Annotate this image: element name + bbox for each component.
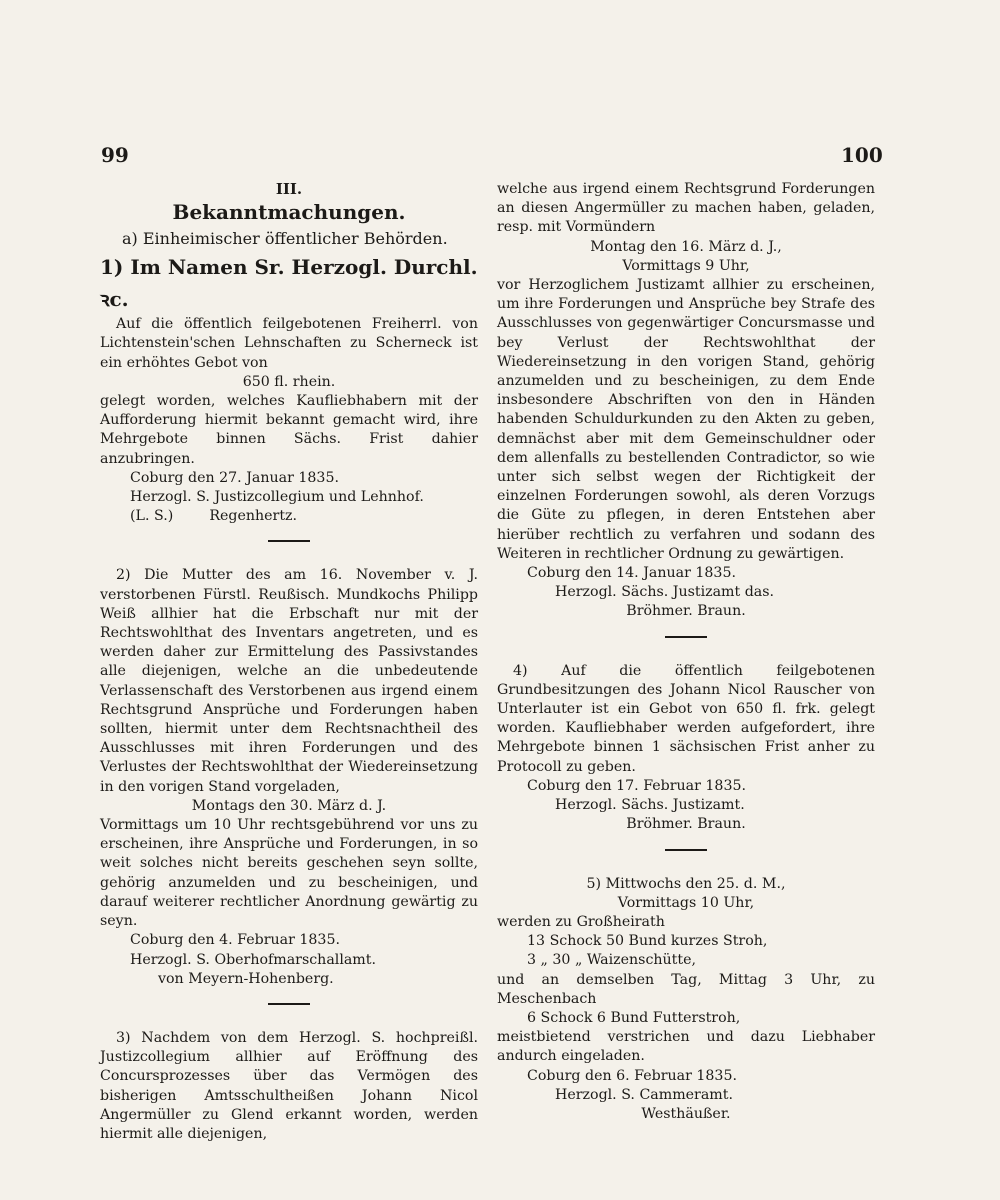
notice5-text1: werden zu Großheirath bbox=[497, 913, 665, 930]
notice3-text1: 3) Nachdem von dem Herzogl. S. hochpreißl. Justizcollegium allhier auf Eröffnung des Concursprozesses über das Vermögen des bisherigen Amtsschultheißen Johann Nicol Angermüller zu Glend erkannt worden, werden hiermit alle diejenigen, bbox=[100, 1029, 478, 1142]
notice5-item3: 6 Schock 6 Bund Futterstroh, bbox=[527, 1009, 741, 1026]
notice3-date-line: Montag den 16. März d. J., bbox=[590, 238, 782, 255]
page-number-right: 100 bbox=[841, 143, 883, 167]
notice1-place-date: Coburg den 27. Januar 1835. bbox=[130, 469, 339, 486]
section-title: Bekanntmachungen. bbox=[172, 200, 406, 225]
right-column bbox=[497, 180, 875, 1124]
notice5-place-date: Coburg den 6. Februar 1835. bbox=[527, 1067, 737, 1084]
subsection-heading: a) Einheimischer öffentlicher Behörden. bbox=[122, 229, 448, 249]
notice1-text1: Auf die öffentlich feilgebotenen Freiherrl. von Lichtenstein'schen Lehnschaften zu Scherneck ist ein erhöhtes Gebot von bbox=[100, 316, 478, 371]
notice5-text3: meistbietend verstrichen und dazu Liebhaber andurch eingeladen. bbox=[497, 1029, 875, 1065]
notice1-amount: 650 fl. rhein. bbox=[242, 373, 336, 390]
notice1-seal: (L. S.) bbox=[130, 508, 174, 525]
notice5-authority: Herzogl. S. Cammeramt. bbox=[555, 1086, 733, 1103]
notice1-authority: Herzogl. S. Justizcollegium und Lehnhof. bbox=[130, 489, 424, 506]
notice1-signature: Regenhertz. bbox=[209, 508, 298, 525]
page-number-left: 99 bbox=[101, 143, 129, 167]
notice5-time-line: Vormittags 10 Uhr, bbox=[617, 894, 755, 911]
notice4-text1: 4) Auf die öffentlich feilgebotenen Grundbesitzungen des Johann Nicol Rauscher von Unterlauter ist ein Gebot von 650 fl. frk. gelegt worden. Kaufliebhaber werden aufgefordert, ihre Mehrgebote binnen 1 sächsischen Frist anher zu Protocoll zu geben. bbox=[497, 662, 875, 775]
notice4-authority: Herzogl. Sächs. Justizamt. bbox=[555, 797, 745, 814]
separator-rule bbox=[268, 540, 310, 542]
separator-rule bbox=[665, 636, 707, 638]
notice1-seal-signature bbox=[100, 507, 478, 526]
notice1-text2: gelegt worden, welches Kaufliebhabern mit der Aufforderung hiermit bekannt gemacht wird, ihre Mehrgebote binnen Sächs. Frist dahier anzubringen. bbox=[100, 393, 478, 467]
notice2-text2: Vormittags um 10 Uhr rechtsgebührend vor uns zu erscheinen, ihre Ansprüche und Forderungen, in so weit solches nicht bereits geschehen seyn sollte, gehörig anzumelden und zu bescheinigen, und darauf weiterer rechtlicher Anordnung gewärtig zu seyn. bbox=[100, 817, 478, 930]
notice2-authority: Herzogl. S. Oberhofmarschallamt. bbox=[130, 951, 376, 968]
notice1-heading: 1) Im Namen Sr. Herzogl. Durchl. ꝛc. bbox=[100, 255, 478, 312]
notice5-item2: 3 „ 30 „ Waizenschütte, bbox=[527, 952, 696, 969]
left-column bbox=[100, 180, 478, 1144]
notice3-authority: Herzogl. Sächs. Justizamt das. bbox=[555, 584, 775, 601]
notice2-text1: 2) Die Mutter des am 16. November v. J. verstorbenen Fürstl. Reußisch. Mundkochs Philipp Weiß allhier hat die Erbschaft nur mit der Rechtswohlthat des Inventars angetreten, und es werden daher zur Ermittelung des Passivstandes alle diejenigen, welche an die unbedeutende Verlassenschaft des Verstorbenen aus irgend einem Rechtsgrund Ansprüche und Forderungen haben sollten, hiermit unter dem Rechtsnachtheil des Ausschlusses mit ihren Forderungen und des Verlustes der Rechtswohlthat der Wiedereinsetzung in den vorigen Stand vorgeladen, bbox=[100, 567, 478, 795]
notice5-text2: und an demselben Tag, Mittag 3 Uhr, zu Meschenbach bbox=[497, 971, 875, 1007]
notice3-signature: Bröhmer. Braun. bbox=[626, 603, 746, 620]
notice3-cont-text1: welche aus irgend einem Rechtsgrund Forderungen an diesen Angermüller zu machen haben, geladen, resp. mit Vormündern bbox=[497, 181, 875, 236]
separator-rule bbox=[268, 1003, 310, 1005]
notice3-time-line: Vormittags 9 Uhr, bbox=[622, 257, 750, 274]
notice4-place-date: Coburg den 17. Februar 1835. bbox=[527, 777, 747, 794]
section-number: III. bbox=[275, 180, 303, 198]
notice4-signature: Bröhmer. Braun. bbox=[626, 816, 746, 833]
notice2-signature: von Meyern-Hohenberg. bbox=[158, 970, 334, 987]
separator-rule bbox=[665, 849, 707, 851]
notice2-place-date: Coburg den 4. Februar 1835. bbox=[130, 932, 340, 949]
notice3-place-date: Coburg den 14. Januar 1835. bbox=[527, 565, 736, 582]
notice3-cont-text2: vor Herzoglichem Justizamt allhier zu erscheinen, um ihre Forderungen und Ansprüche bey Strafe des Ausschlusses von gegenwärtiger Concursmasse und bey Verlust der Rechtswohlthat der Wiedereinsetzung in den vorigen Stand, gehörig anzumelden und zu bescheinigen, zu dem Ende insbesondere Abschriften von den in Händen habenden Schuldurkunden zu den Akten zu geben, demnächst aber mit dem Gemeinschuldner oder dem allenfalls zu bestellenden Contradictor, so wie unter sich selbst wegen der Richtigkeit der einzelnen Forderungen sowohl, als deren Vorzugs die Güte zu pflegen, in deren Entstehen aber hierüber rechtlich zu verfahren und sodann des Weiteren in rechtlicher Ordnung zu gewärtigen. bbox=[497, 277, 875, 562]
notice5-date-line: 5) Mittwochs den 25. d. M., bbox=[586, 875, 786, 892]
notice5-item1: 13 Schock 50 Bund kurzes Stroh, bbox=[527, 933, 768, 950]
notice5-signature: Westhäußer. bbox=[641, 1105, 731, 1122]
notice2-date-line: Montags den 30. März d. J. bbox=[191, 797, 387, 814]
